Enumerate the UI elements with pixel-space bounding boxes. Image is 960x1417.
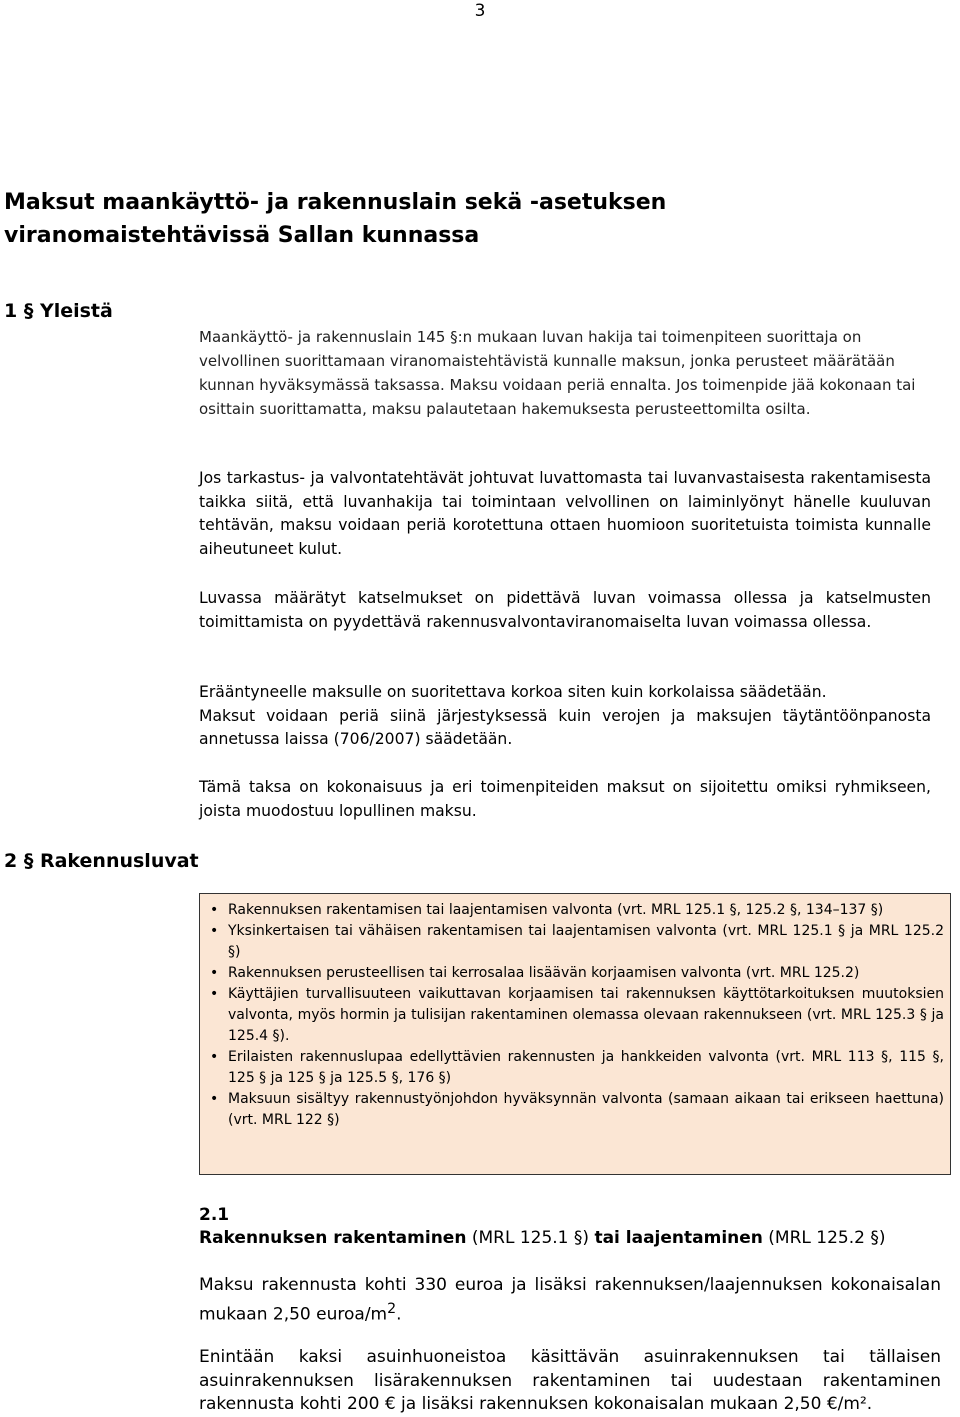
- fee-per-building-sup: 2: [387, 1300, 397, 1317]
- fee-per-building-text: Maksu rakennusta kohti 330 euroa ja lisäksi rakennuksen/laajennuksen kokonaisalan mukaan 2,50 euroa/m: [199, 1275, 941, 1325]
- paragraph-tariff-whole: [199, 776, 931, 823]
- paragraph-fee-basis: [199, 325, 931, 421]
- subsection-title-part-4: (MRL 125.2 §): [762, 1228, 886, 1248]
- fee-per-building-paragraph: [199, 1274, 941, 1327]
- list-item: • Rakennuksen perusteellisen tai kerrosalaa lisäävän korjaamisen valvonta (vrt. MRL 125.2): [206, 963, 944, 984]
- paragraph-fee-basis-text: Maankäyttö- ja rakennuslain 145 §:n mukaan luvan hakija tai toimenpiteen suorittaja on velvollinen suorittamaan viranomaistehtävistä kunnalle maksun, jonka perusteet määrätään kunnan hyväksymässä taksassa. Maksu voidaan periä ennalta. Jos toimenpide jää kokonaan tai osittain suorittamatta, maksu palautetaan hakemuksesta perusteettomilta osilta.: [199, 328, 916, 418]
- list-item: • Rakennuksen rakentamisen tai laajentamisen valvonta (vrt. MRL 125.1 §, 125.2 §, 134–137 §): [206, 900, 944, 921]
- section-heading-rakennusluvat: 2 § Rakennusluvat: [4, 850, 199, 872]
- paragraph-unauthorized-construction-text: Jos tarkastus- ja valvontatehtävät johtuvat luvattomasta tai luvanvastaisesta rakentamisesta taikka siitä, että luvanhakija tai toimintaan velvollinen on laiminlyönyt hänelle kuuluvan tehtävän, maksu voidaan periä korotettuna ottaen huomioon suoritetuista toimista kunnalle aiheutuneet kulut.: [199, 469, 931, 558]
- paragraph-unauthorized-construction: [199, 467, 931, 561]
- paragraph-inspections-text: Luvassa määrätyt katselmukset on pidettävä luvan voimassa ollessa ja katselmusten toimittamista on pyydettävä rakennusvalvontaviranomaiselta luvan voimassa ollessa.: [199, 589, 931, 631]
- bullet-icon: •: [210, 965, 219, 981]
- list-item: • Yksinkertaisen tai vähäisen rakentamisen tai laajentamisen valvonta (vrt. MRL 125.1 § ja MRL 125.2 §): [210, 923, 944, 960]
- supervision-items-list: [206, 900, 944, 1131]
- supervision-items-box: [199, 893, 951, 1175]
- paragraph-interest: [199, 681, 931, 752]
- bullet-icon: •: [210, 902, 219, 918]
- list-item: • Käyttäjien turvallisuuteen vaikuttavan korjaamisen tai rakennuksen käyttötarkoituksen muutoksien valvonta, myös hormin ja tulisijan rakentaminen olemassa olevaan rakennukseen (vrt. MRL 125.3 § ja 125.4 §).: [210, 986, 944, 1044]
- fee-per-building-end: .: [396, 1304, 402, 1325]
- document-title-line-2: viranomaistehtävissä Sallan kunnassa: [4, 223, 480, 248]
- bullet-icon: •: [210, 1049, 219, 1065]
- paragraph-enforcement-text: Maksut voidaan periä siinä järjestyksessä kuin verojen ja maksujen täytäntöönpanosta annetussa laissa (706/2007) säädetään.: [199, 706, 931, 748]
- bullet-icon: •: [210, 986, 219, 1002]
- subsection-title: [199, 1226, 939, 1250]
- list-item: • Maksuun sisältyy rakennustyönjohdon hyväksynnän valvonta (samaan aikaan tai erikseen haettuna) (vrt. MRL 122 §): [210, 1091, 944, 1128]
- page-number: 3: [474, 1, 486, 21]
- list-item: • Erilaisten rakennuslupaa edellyttävien rakennusten ja hankkeiden valvonta (vrt. MRL 113 §, 115 §, 125 § ja 125 § ja 125.5 §, 176 §): [210, 1049, 944, 1086]
- paragraph-inspections: [199, 587, 931, 634]
- section-heading-yleista: 1 § Yleistä: [4, 300, 113, 322]
- subsection-title-part-3: tai laajentaminen: [594, 1228, 763, 1248]
- bullet-icon: •: [210, 923, 219, 939]
- bullet-icon: •: [210, 1091, 219, 1107]
- paragraph-tariff-whole-text: Tämä taksa on kokonaisuus ja eri toimenpiteiden maksut on sijoitettu omiksi ryhmikseen, joista muodostuu lopullinen maksu.: [199, 778, 931, 820]
- subsection-title-part-1: Rakennuksen rakentaminen: [199, 1228, 467, 1248]
- subsection-title-part-2: (MRL 125.1 §): [466, 1228, 595, 1248]
- document-title: [4, 186, 944, 252]
- document-title-line-1: Maksut maankäyttö- ja rakennuslain sekä -asetuksen: [4, 190, 667, 215]
- subsection-number: 2.1: [199, 1205, 230, 1225]
- fee-residential-paragraph: Enintään kaksi asuinhuoneistoa käsittävän asuinrakennuksen tai tällaisen asuinrakennuksen lisärakennuksen rakentaminen tai uudestaan rakentaminen rakennusta kohti 200 € ja lisäksi rakennuksen kokonaisalan mukaan 2,50 €/m².: [199, 1347, 941, 1414]
- paragraph-interest-line: Erääntyneelle maksulle on suoritettava korkoa siten kuin korkolaissa säädetään.: [199, 683, 827, 701]
